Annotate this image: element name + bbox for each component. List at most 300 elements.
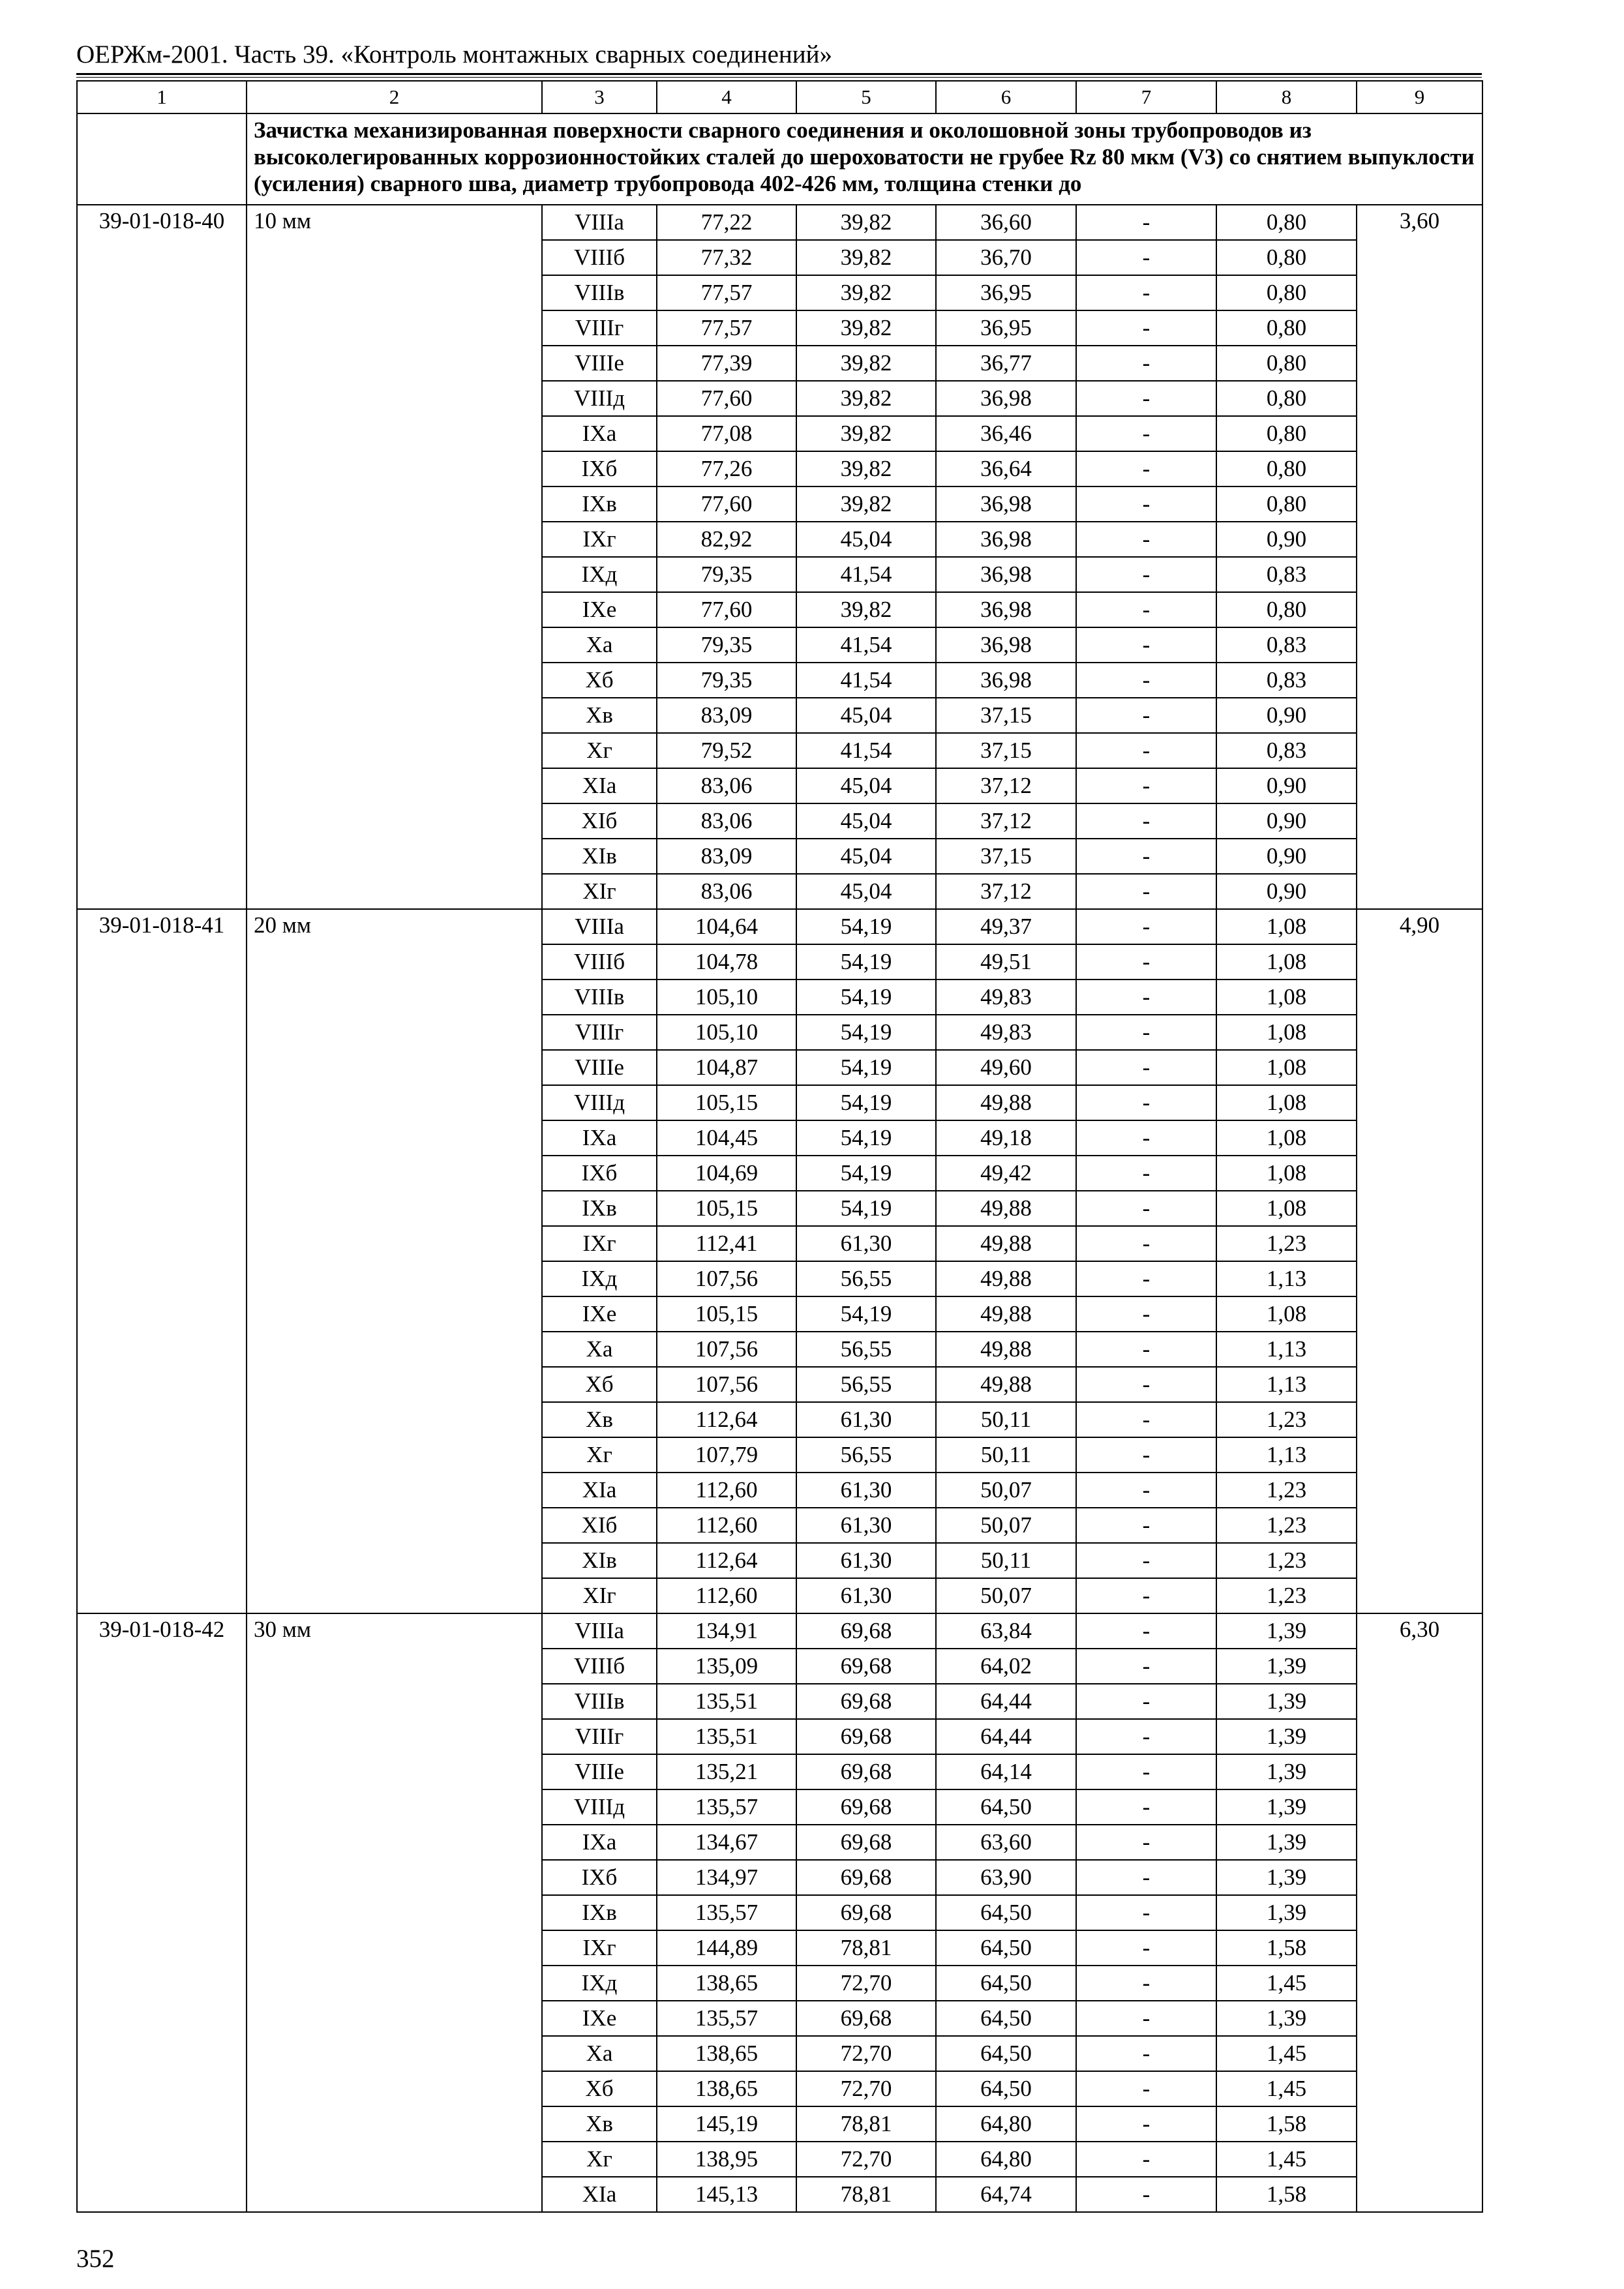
machine-cost-cell: 63,84	[936, 1613, 1076, 1649]
labor-cost-cell: 45,04	[796, 803, 936, 839]
labor-cost-cell: 39,82	[796, 592, 936, 627]
materials-cell: -	[1076, 733, 1216, 768]
category-cell: IXе	[542, 592, 657, 627]
total-cost-cell: 105,15	[657, 1296, 796, 1332]
materials-cell: -	[1076, 1191, 1216, 1226]
total-cost-cell: 107,56	[657, 1332, 796, 1367]
machine-cost-cell: 64,80	[936, 2142, 1076, 2177]
machine-cost-cell: 37,12	[936, 768, 1076, 803]
total-cost-cell: 107,56	[657, 1367, 796, 1402]
category-cell: IXд	[542, 1261, 657, 1296]
total-cost-cell: 138,95	[657, 2142, 796, 2177]
machinist-hours: 3,60	[1357, 205, 1482, 909]
category-cell: VIIIд	[542, 1085, 657, 1120]
total-cost-cell: 112,60	[657, 1508, 796, 1543]
labor-hours-cell: 0,83	[1216, 663, 1357, 698]
total-cost-cell: 135,57	[657, 1789, 796, 1825]
labor-hours-cell: 0,83	[1216, 557, 1357, 592]
total-cost-cell: 105,10	[657, 980, 796, 1015]
machine-cost-cell: 64,50	[936, 1930, 1076, 1966]
machine-cost-cell: 49,83	[936, 1015, 1076, 1050]
labor-hours-cell: 0,80	[1216, 451, 1357, 486]
machine-cost-cell: 49,88	[936, 1261, 1076, 1296]
materials-cell: -	[1076, 1473, 1216, 1508]
materials-cell: -	[1076, 381, 1216, 416]
labor-hours-cell: 0,80	[1216, 205, 1357, 240]
materials-cell: -	[1076, 1085, 1216, 1120]
header-rule	[76, 73, 1482, 75]
norm-code: 39-01-018-42	[77, 1613, 247, 2212]
total-cost-cell: 104,69	[657, 1156, 796, 1191]
materials-cell: -	[1076, 240, 1216, 275]
materials-cell: -	[1076, 1966, 1216, 2001]
machine-cost-cell: 36,98	[936, 592, 1076, 627]
labor-cost-cell: 45,04	[796, 768, 936, 803]
labor-hours-cell: 1,13	[1216, 1367, 1357, 1402]
total-cost-cell: 135,57	[657, 2001, 796, 2036]
total-cost-cell: 83,06	[657, 874, 796, 909]
materials-cell: -	[1076, 1649, 1216, 1684]
total-cost-cell: 79,35	[657, 663, 796, 698]
labor-cost-cell: 69,68	[796, 1895, 936, 1930]
category-cell: IXб	[542, 1860, 657, 1895]
category-cell: VIIIа	[542, 205, 657, 240]
materials-cell: -	[1076, 1754, 1216, 1789]
total-cost-cell: 77,60	[657, 592, 796, 627]
total-cost-cell: 83,06	[657, 768, 796, 803]
machine-cost-cell: 64,50	[936, 2001, 1076, 2036]
page-header-title: ОЕРЖм-2001. Часть 39. «Контроль монтажных сварных соединений»	[76, 40, 832, 68]
total-cost-cell: 135,51	[657, 1684, 796, 1719]
labor-hours-cell: 1,58	[1216, 2177, 1357, 2212]
labor-cost-cell: 69,68	[796, 1649, 936, 1684]
materials-cell: -	[1076, 1402, 1216, 1437]
machine-cost-cell: 64,50	[936, 1966, 1076, 2001]
machine-cost-cell: 50,07	[936, 1578, 1076, 1613]
labor-cost-cell: 45,04	[796, 874, 936, 909]
labor-cost-cell: 56,55	[796, 1332, 936, 1367]
labor-cost-cell: 54,19	[796, 1296, 936, 1332]
machine-cost-cell: 49,83	[936, 980, 1076, 1015]
labor-hours-cell: 1,13	[1216, 1332, 1357, 1367]
category-cell: Xв	[542, 2106, 657, 2142]
labor-hours-cell: 0,80	[1216, 381, 1357, 416]
labor-hours-cell: 1,39	[1216, 1613, 1357, 1649]
materials-cell: -	[1076, 205, 1216, 240]
machine-cost-cell: 50,11	[936, 1402, 1076, 1437]
total-cost-cell: 77,26	[657, 451, 796, 486]
materials-cell: -	[1076, 698, 1216, 733]
labor-hours-cell: 1,45	[1216, 2036, 1357, 2071]
category-cell: IXа	[542, 1825, 657, 1860]
materials-cell: -	[1076, 1367, 1216, 1402]
machine-cost-cell: 37,15	[936, 733, 1076, 768]
labor-hours-cell: 1,58	[1216, 1930, 1357, 1966]
labor-cost-cell: 61,30	[796, 1543, 936, 1578]
machine-cost-cell: 64,80	[936, 2106, 1076, 2142]
materials-cell: -	[1076, 1613, 1216, 1649]
category-cell: IXв	[542, 1895, 657, 1930]
category-cell: VIIIб	[542, 944, 657, 980]
total-cost-cell: 112,60	[657, 1578, 796, 1613]
labor-cost-cell: 69,68	[796, 1719, 936, 1754]
labor-hours-cell: 1,23	[1216, 1226, 1357, 1261]
total-cost-cell: 82,92	[657, 522, 796, 557]
labor-cost-cell: 69,68	[796, 1789, 936, 1825]
labor-hours-cell: 1,08	[1216, 1296, 1357, 1332]
labor-cost-cell: 56,55	[796, 1437, 936, 1473]
labor-cost-cell: 39,82	[796, 451, 936, 486]
category-cell: XIг	[542, 1578, 657, 1613]
category-cell: VIIIд	[542, 1789, 657, 1825]
materials-cell: -	[1076, 839, 1216, 874]
machine-cost-cell: 49,60	[936, 1050, 1076, 1085]
materials-cell: -	[1076, 1543, 1216, 1578]
labor-cost-cell: 54,19	[796, 1050, 936, 1085]
category-cell: Xг	[542, 1437, 657, 1473]
total-cost-cell: 79,35	[657, 627, 796, 663]
total-cost-cell: 77,08	[657, 416, 796, 451]
category-cell: IXг	[542, 1930, 657, 1966]
labor-cost-cell: 61,30	[796, 1578, 936, 1613]
total-cost-cell: 107,56	[657, 1261, 796, 1296]
labor-hours-cell: 1,39	[1216, 1895, 1357, 1930]
labor-hours-cell: 1,08	[1216, 1120, 1357, 1156]
machine-cost-cell: 36,77	[936, 346, 1076, 381]
materials-cell: -	[1076, 1860, 1216, 1895]
materials-cell: -	[1076, 1508, 1216, 1543]
column-number: 7	[1076, 81, 1216, 113]
materials-cell: -	[1076, 663, 1216, 698]
category-cell: IXд	[542, 557, 657, 592]
total-cost-cell: 104,78	[657, 944, 796, 980]
norm-code: 39-01-018-40	[77, 205, 247, 909]
total-cost-cell: 83,06	[657, 803, 796, 839]
machine-cost-cell: 64,02	[936, 1649, 1076, 1684]
category-cell: XIб	[542, 1508, 657, 1543]
category-cell: IXе	[542, 1296, 657, 1332]
labor-hours-cell: 1,23	[1216, 1543, 1357, 1578]
norms-table	[76, 80, 1483, 2213]
category-cell: XIг	[542, 874, 657, 909]
labor-hours-cell: 1,58	[1216, 2106, 1357, 2142]
machine-cost-cell: 64,50	[936, 1895, 1076, 1930]
labor-hours-cell: 0,80	[1216, 486, 1357, 522]
materials-cell: -	[1076, 486, 1216, 522]
labor-hours-cell: 1,39	[1216, 1860, 1357, 1895]
category-cell: VIIIе	[542, 346, 657, 381]
column-number: 8	[1216, 81, 1357, 113]
machinist-hours: 6,30	[1357, 1613, 1482, 2212]
materials-cell: -	[1076, 346, 1216, 381]
labor-cost-cell: 56,55	[796, 1367, 936, 1402]
column-number: 3	[542, 81, 657, 113]
category-cell: VIIIе	[542, 1754, 657, 1789]
machine-cost-cell: 36,46	[936, 416, 1076, 451]
materials-cell: -	[1076, 1015, 1216, 1050]
materials-cell: -	[1076, 557, 1216, 592]
labor-hours-cell: 0,90	[1216, 768, 1357, 803]
labor-hours-cell: 1,39	[1216, 1789, 1357, 1825]
machine-cost-cell: 36,98	[936, 486, 1076, 522]
machine-cost-cell: 36,95	[936, 275, 1076, 310]
labor-cost-cell: 72,70	[796, 1966, 936, 2001]
category-cell: Xа	[542, 1332, 657, 1367]
materials-cell: -	[1076, 451, 1216, 486]
labor-cost-cell: 39,82	[796, 346, 936, 381]
labor-hours-cell: 1,08	[1216, 1156, 1357, 1191]
machine-cost-cell: 49,88	[936, 1085, 1076, 1120]
machine-cost-cell: 50,07	[936, 1473, 1076, 1508]
machine-cost-cell: 64,44	[936, 1719, 1076, 1754]
labor-cost-cell: 54,19	[796, 1085, 936, 1120]
labor-hours-cell: 0,80	[1216, 275, 1357, 310]
category-cell: Xб	[542, 2071, 657, 2106]
total-cost-cell: 144,89	[657, 1930, 796, 1966]
category-cell: VIIIб	[542, 240, 657, 275]
labor-cost-cell: 61,30	[796, 1508, 936, 1543]
labor-hours-cell: 0,90	[1216, 839, 1357, 874]
total-cost-cell: 104,45	[657, 1120, 796, 1156]
machine-cost-cell: 63,60	[936, 1825, 1076, 1860]
labor-cost-cell: 54,19	[796, 909, 936, 944]
labor-cost-cell: 41,54	[796, 627, 936, 663]
total-cost-cell: 79,35	[657, 557, 796, 592]
materials-cell: -	[1076, 1120, 1216, 1156]
labor-cost-cell: 56,55	[796, 1261, 936, 1296]
caption-empty-cell	[77, 113, 247, 205]
machine-cost-cell: 49,88	[936, 1296, 1076, 1332]
column-number: 1	[77, 81, 247, 113]
materials-cell: -	[1076, 627, 1216, 663]
labor-hours-cell: 1,08	[1216, 944, 1357, 980]
total-cost-cell: 77,57	[657, 275, 796, 310]
machine-cost-cell: 36,64	[936, 451, 1076, 486]
materials-cell: -	[1076, 2071, 1216, 2106]
category-cell: IXг	[542, 522, 657, 557]
total-cost-cell: 135,51	[657, 1719, 796, 1754]
labor-hours-cell: 1,39	[1216, 1754, 1357, 1789]
machine-cost-cell: 49,88	[936, 1332, 1076, 1367]
materials-cell: -	[1076, 1296, 1216, 1332]
total-cost-cell: 112,64	[657, 1543, 796, 1578]
materials-cell: -	[1076, 768, 1216, 803]
total-cost-cell: 83,09	[657, 839, 796, 874]
labor-cost-cell: 61,30	[796, 1226, 936, 1261]
labor-cost-cell: 72,70	[796, 2142, 936, 2177]
table-row	[77, 909, 1482, 944]
category-cell: IXг	[542, 1226, 657, 1261]
machine-cost-cell: 36,98	[936, 522, 1076, 557]
category-cell: XIа	[542, 1473, 657, 1508]
labor-cost-cell: 69,68	[796, 1860, 936, 1895]
total-cost-cell: 83,09	[657, 698, 796, 733]
machine-cost-cell: 50,11	[936, 1543, 1076, 1578]
labor-hours-cell: 0,80	[1216, 592, 1357, 627]
norm-code: 39-01-018-41	[77, 909, 247, 1613]
labor-cost-cell: 69,68	[796, 1754, 936, 1789]
total-cost-cell: 112,41	[657, 1226, 796, 1261]
labor-hours-cell: 1,45	[1216, 2142, 1357, 2177]
total-cost-cell: 104,87	[657, 1050, 796, 1085]
materials-cell: -	[1076, 2142, 1216, 2177]
column-number: 2	[247, 81, 542, 113]
labor-hours-cell: 1,39	[1216, 2001, 1357, 2036]
labor-hours-cell: 0,80	[1216, 346, 1357, 381]
machine-cost-cell: 49,37	[936, 909, 1076, 944]
labor-hours-cell: 1,39	[1216, 1684, 1357, 1719]
materials-cell: -	[1076, 310, 1216, 346]
materials-cell: -	[1076, 2001, 1216, 2036]
total-cost-cell: 77,39	[657, 346, 796, 381]
materials-cell: -	[1076, 1578, 1216, 1613]
machine-cost-cell: 50,07	[936, 1508, 1076, 1543]
category-cell: IXв	[542, 1191, 657, 1226]
category-cell: VIIIб	[542, 1649, 657, 1684]
category-cell: Xа	[542, 627, 657, 663]
machine-cost-cell: 49,18	[936, 1120, 1076, 1156]
category-cell: Xв	[542, 698, 657, 733]
column-number: 6	[936, 81, 1076, 113]
machine-cost-cell: 36,98	[936, 381, 1076, 416]
total-cost-cell: 112,60	[657, 1473, 796, 1508]
labor-hours-cell: 1,45	[1216, 1966, 1357, 2001]
total-cost-cell: 138,65	[657, 2036, 796, 2071]
category-cell: VIIIд	[542, 381, 657, 416]
machine-cost-cell: 49,88	[936, 1367, 1076, 1402]
category-cell: VIIIв	[542, 275, 657, 310]
materials-cell: -	[1076, 2106, 1216, 2142]
materials-cell: -	[1076, 1789, 1216, 1825]
category-cell: VIIIе	[542, 1050, 657, 1085]
machine-cost-cell: 37,15	[936, 839, 1076, 874]
labor-hours-cell: 1,23	[1216, 1508, 1357, 1543]
wall-thickness: 20 мм	[247, 909, 542, 1613]
machine-cost-cell: 36,60	[936, 205, 1076, 240]
category-cell: Xб	[542, 1367, 657, 1402]
labor-hours-cell: 0,90	[1216, 698, 1357, 733]
category-cell: XIв	[542, 1543, 657, 1578]
materials-cell: -	[1076, 1719, 1216, 1754]
labor-cost-cell: 78,81	[796, 2106, 936, 2142]
category-cell: XIа	[542, 768, 657, 803]
labor-cost-cell: 69,68	[796, 1825, 936, 1860]
labor-hours-cell: 0,83	[1216, 733, 1357, 768]
labor-cost-cell: 39,82	[796, 486, 936, 522]
materials-cell: -	[1076, 1437, 1216, 1473]
labor-hours-cell: 1,39	[1216, 1649, 1357, 1684]
labor-hours-cell: 1,23	[1216, 1402, 1357, 1437]
materials-cell: -	[1076, 1332, 1216, 1367]
category-cell: VIIIв	[542, 980, 657, 1015]
machine-cost-cell: 64,50	[936, 2071, 1076, 2106]
machine-cost-cell: 64,14	[936, 1754, 1076, 1789]
labor-cost-cell: 39,82	[796, 205, 936, 240]
labor-hours-cell: 0,80	[1216, 310, 1357, 346]
total-cost-cell: 134,91	[657, 1613, 796, 1649]
category-cell: Xг	[542, 2142, 657, 2177]
machine-cost-cell: 64,44	[936, 1684, 1076, 1719]
total-cost-cell: 77,32	[657, 240, 796, 275]
labor-hours-cell: 1,45	[1216, 2071, 1357, 2106]
labor-cost-cell: 41,54	[796, 557, 936, 592]
table-row	[77, 205, 1482, 240]
category-cell: IXд	[542, 1966, 657, 2001]
category-cell: VIIIа	[542, 909, 657, 944]
category-cell: XIб	[542, 803, 657, 839]
category-cell: VIIIв	[542, 1684, 657, 1719]
total-cost-cell: 77,60	[657, 486, 796, 522]
labor-cost-cell: 54,19	[796, 1120, 936, 1156]
column-number: 9	[1357, 81, 1482, 113]
category-cell: IXб	[542, 451, 657, 486]
category-cell: IXб	[542, 1156, 657, 1191]
labor-cost-cell: 39,82	[796, 275, 936, 310]
machine-cost-cell: 37,12	[936, 803, 1076, 839]
labor-cost-cell: 39,82	[796, 310, 936, 346]
labor-cost-cell: 45,04	[796, 522, 936, 557]
labor-cost-cell: 61,30	[796, 1473, 936, 1508]
total-cost-cell: 77,22	[657, 205, 796, 240]
header-rule-thin	[76, 77, 1482, 78]
total-cost-cell: 105,15	[657, 1085, 796, 1120]
materials-cell: -	[1076, 980, 1216, 1015]
column-number: 5	[796, 81, 936, 113]
column-number-row	[77, 81, 1482, 113]
materials-cell: -	[1076, 1930, 1216, 1966]
materials-cell: -	[1076, 909, 1216, 944]
labor-cost-cell: 72,70	[796, 2071, 936, 2106]
total-cost-cell: 135,21	[657, 1754, 796, 1789]
labor-hours-cell: 1,08	[1216, 909, 1357, 944]
materials-cell: -	[1076, 522, 1216, 557]
total-cost-cell: 135,09	[657, 1649, 796, 1684]
labor-hours-cell: 1,23	[1216, 1578, 1357, 1613]
materials-cell: -	[1076, 1156, 1216, 1191]
total-cost-cell: 104,64	[657, 909, 796, 944]
materials-cell: -	[1076, 874, 1216, 909]
category-cell: IXа	[542, 416, 657, 451]
labor-hours-cell: 0,90	[1216, 522, 1357, 557]
labor-cost-cell: 39,82	[796, 416, 936, 451]
table-body	[77, 81, 1482, 2212]
category-cell: Xа	[542, 2036, 657, 2071]
machine-cost-cell: 37,12	[936, 874, 1076, 909]
total-cost-cell: 134,67	[657, 1825, 796, 1860]
total-cost-cell: 77,60	[657, 381, 796, 416]
materials-cell: -	[1076, 944, 1216, 980]
machine-cost-cell: 64,74	[936, 2177, 1076, 2212]
materials-cell: -	[1076, 2177, 1216, 2212]
category-cell: XIв	[542, 839, 657, 874]
labor-hours-cell: 1,13	[1216, 1437, 1357, 1473]
category-cell: Xг	[542, 733, 657, 768]
machine-cost-cell: 49,51	[936, 944, 1076, 980]
labor-hours-cell: 1,13	[1216, 1261, 1357, 1296]
total-cost-cell: 77,57	[657, 310, 796, 346]
total-cost-cell: 138,65	[657, 1966, 796, 2001]
materials-cell: -	[1076, 803, 1216, 839]
machine-cost-cell: 49,42	[936, 1156, 1076, 1191]
machine-cost-cell: 64,50	[936, 2036, 1076, 2071]
machine-cost-cell: 49,88	[936, 1226, 1076, 1261]
labor-cost-cell: 39,82	[796, 381, 936, 416]
category-cell: XIа	[542, 2177, 657, 2212]
labor-hours-cell: 0,90	[1216, 803, 1357, 839]
wall-thickness: 10 мм	[247, 205, 542, 909]
total-cost-cell: 112,64	[657, 1402, 796, 1437]
machine-cost-cell: 36,98	[936, 627, 1076, 663]
